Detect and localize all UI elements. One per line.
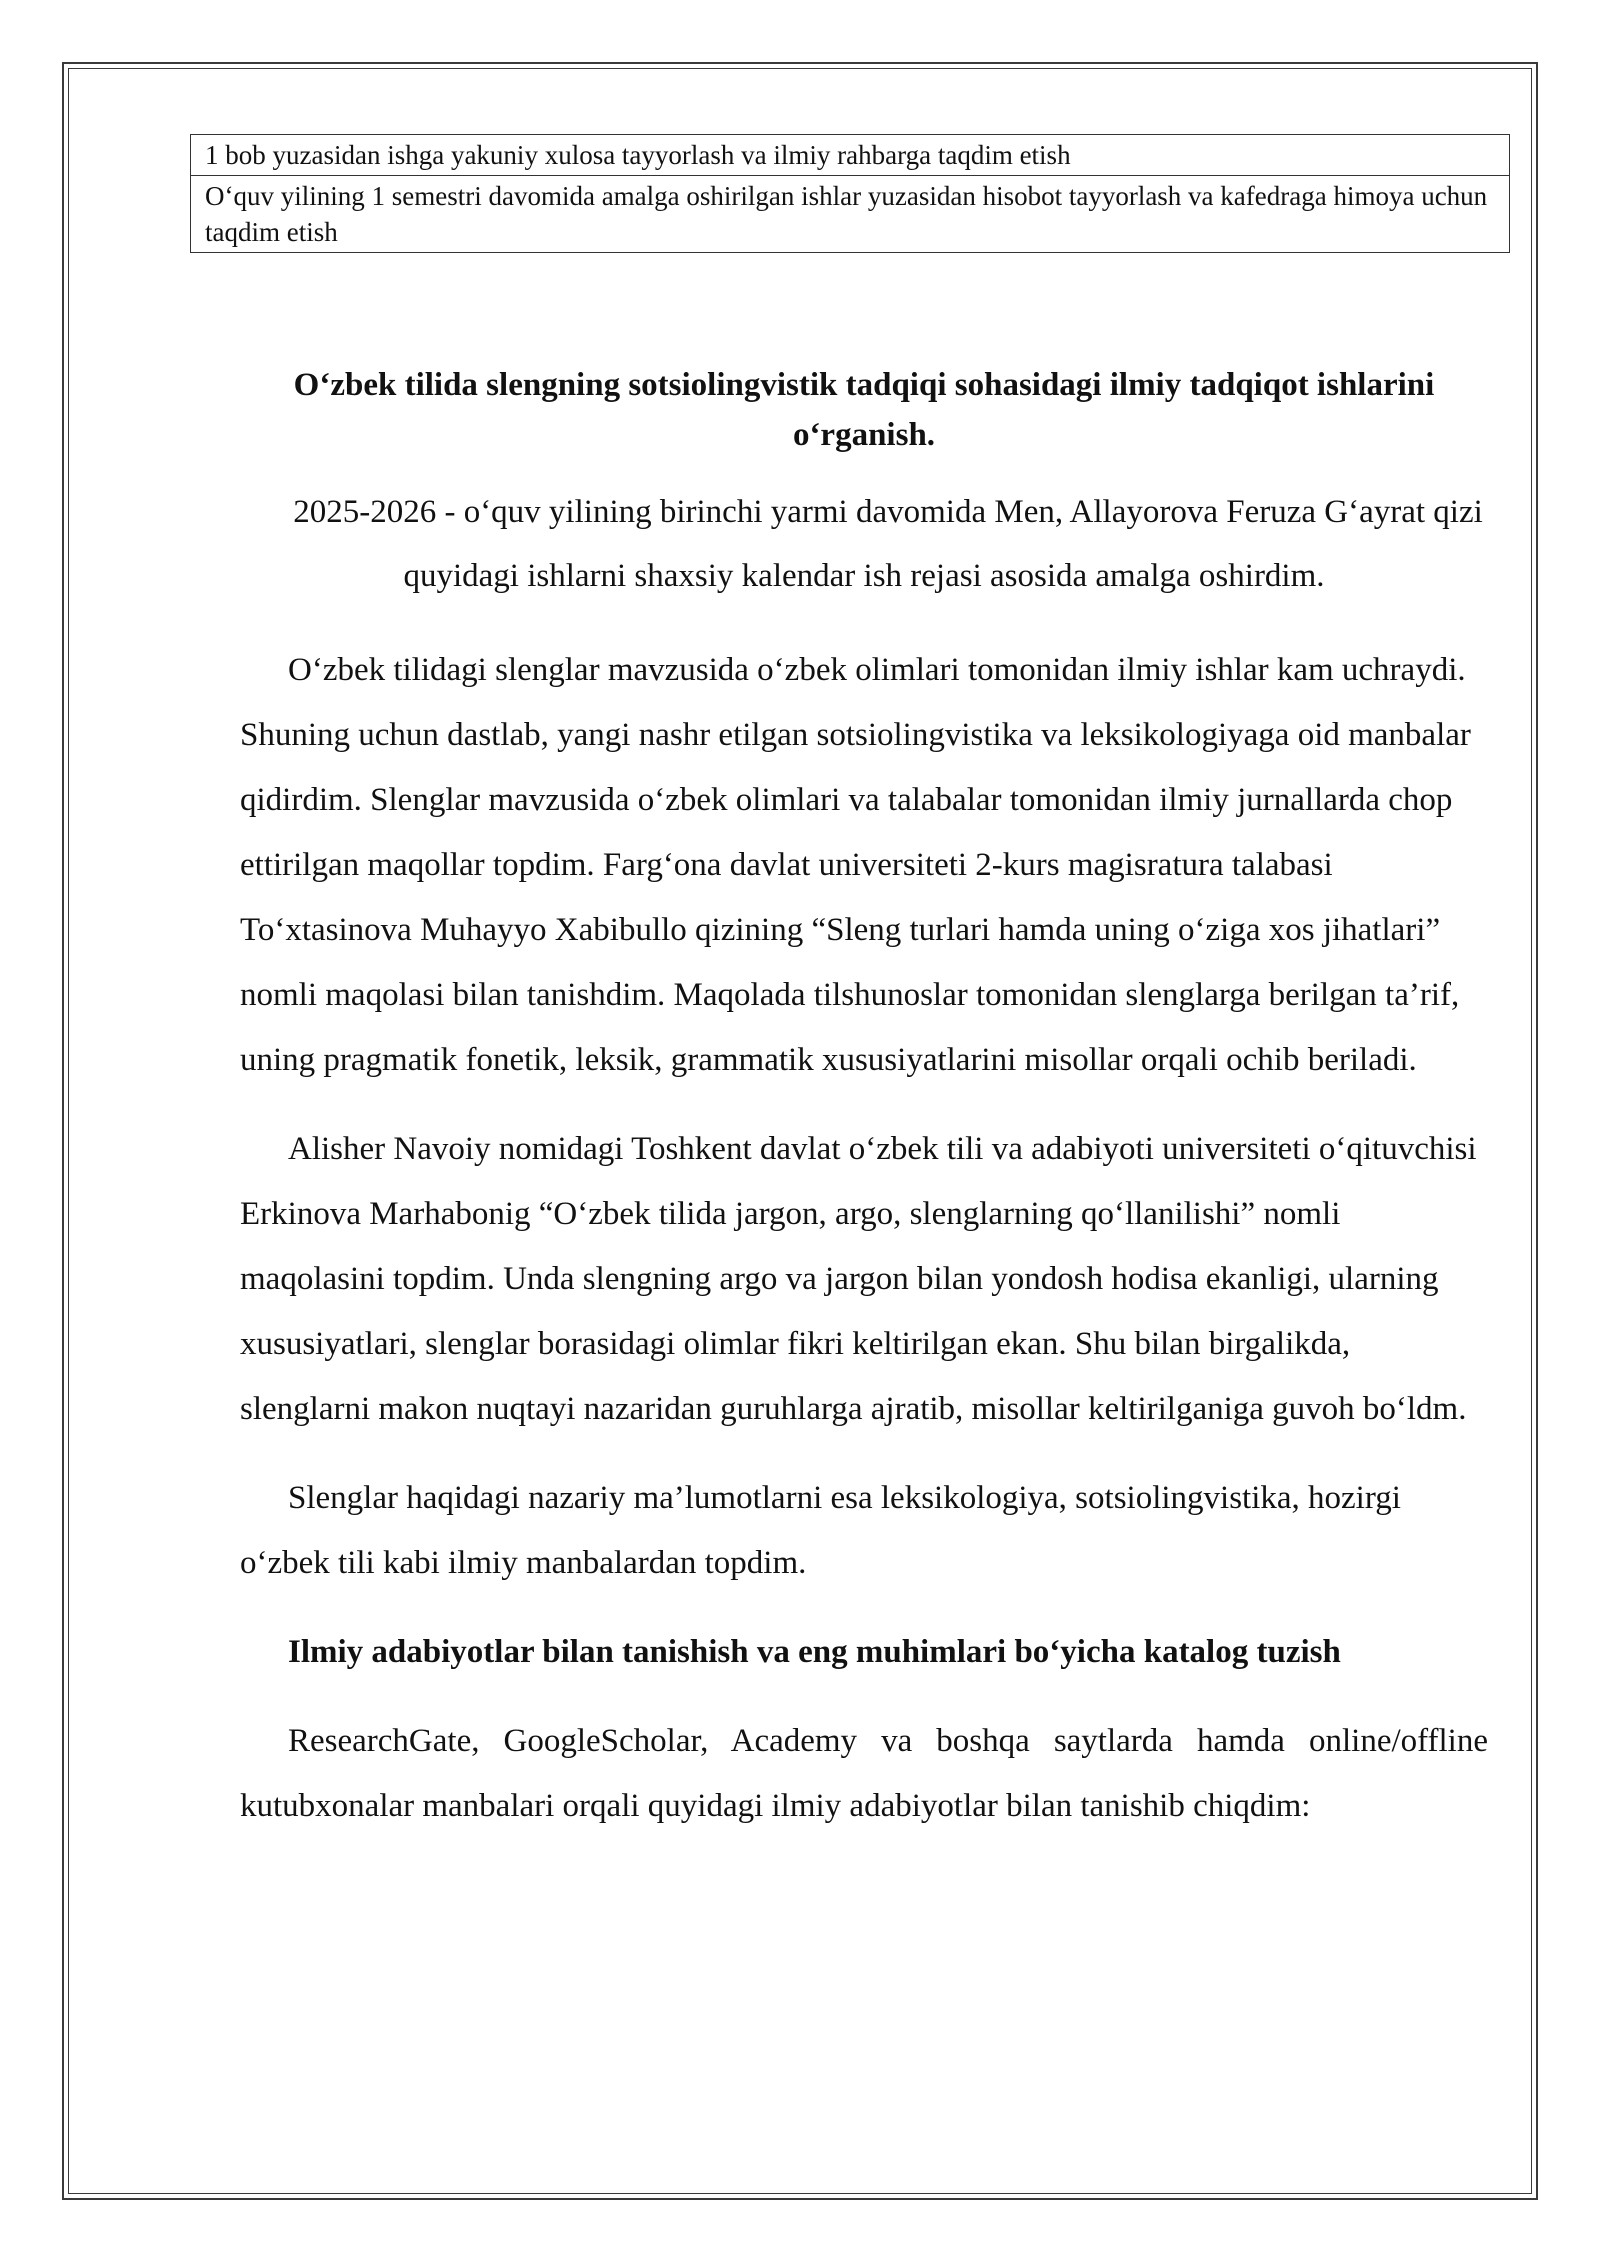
task-cell: O‘quv yilining 1 semestri davomida amalga oshirilgan ishlar yuzasidan hisobot tayyorlash va kafedraga himoya uchun taqdim etish [191, 176, 1510, 253]
intro-paragraph: 2025-2026 - o‘quv yilining birinchi yarmi davomida Men, Allayorova Feruza G‘ayrat qizi quyidagi ishlarni shaxsiy kalendar ish rejasi asosida amalga oshirdim. [293, 494, 1483, 594]
body-paragraph: O‘zbek tilidagi slenglar mavzusida o‘zbek olimlari tomonidan ilmiy ishlar kam uchraydi. Shuning uchun dastlab, yangi nashr etilgan sotsiolingvistika va leksikologiyaga oid manbalar qidirdim. Slenglar mavzusida o‘zbek olimlari va talabalar tomonidan ilmiy jurnallarda chop ettirilgan maqollar topdim. Farg‘ona davlat universiteti 2-kurs magisratura talabasi To‘xtasinova Muhayyo Xabibullo qizining “Sleng turlari hamda uning o‘ziga xos jihatlari” nomli maqolasi bilan tanishdim. Maqolada tilshunoslar tomonidan slenglarga berilgan ta’rif, uning pragmatik fonetik, leksik, grammatik xususiyatlarini misollar orqali ochib beriladi. [240, 652, 1471, 1078]
closing-paragraph: ResearchGate, GoogleScholar, Academy va boshqa saytlarda hamda online/offline kutubxonalar manbalari orqali quyidagi ilmiy adabiyotlar bilan tanishib chiqdim: [240, 1723, 1488, 1824]
section-heading: Ilmiy adabiyotlar bilan tanishish va eng muhimlari bo‘yicha katalog tuzish [288, 1634, 1341, 1670]
document-title: O‘zbek tilida slengning sotsiolingvistik tadqiqi sohasidagi ilmiy tadqiqot ishlarini o‘rganish. [293, 367, 1435, 453]
document-body [240, 360, 1488, 1863]
body-paragraph: Slenglar haqidagi nazariy ma’lumotlarni esa leksikologiya, sotsiolingvistika, hozirgi o‘zbek tili kabi ilmiy manbalardan topdim. [240, 1480, 1401, 1581]
table-row [191, 135, 1510, 176]
table-row [191, 176, 1510, 253]
body-paragraph: Alisher Navoiy nomidagi Toshkent davlat o‘zbek tili va adabiyoti universiteti o‘qituvchisi Erkinova Marhabonig “O‘zbek tilida jargon, argo, slenglarning qo‘llanilishi” nomli maqolasini topdim. Unda slengning argo va jargon bilan yondosh hodisa ekanligi, ularning xususiyatlari, slenglar borasidagi olimlar fikri keltirilgan ekan. Shu bilan birgalikda, slenglarni makon nuqtayi nazaridan guruhlarga ajratib, misollar keltirilganiga guvoh bo‘ldm. [240, 1131, 1477, 1427]
task-cell: 1 bob yuzasidan ishga yakuniy xulosa tayyorlash va ilmiy rahbarga taqdim etish [191, 135, 1510, 176]
task-table [190, 134, 1510, 253]
